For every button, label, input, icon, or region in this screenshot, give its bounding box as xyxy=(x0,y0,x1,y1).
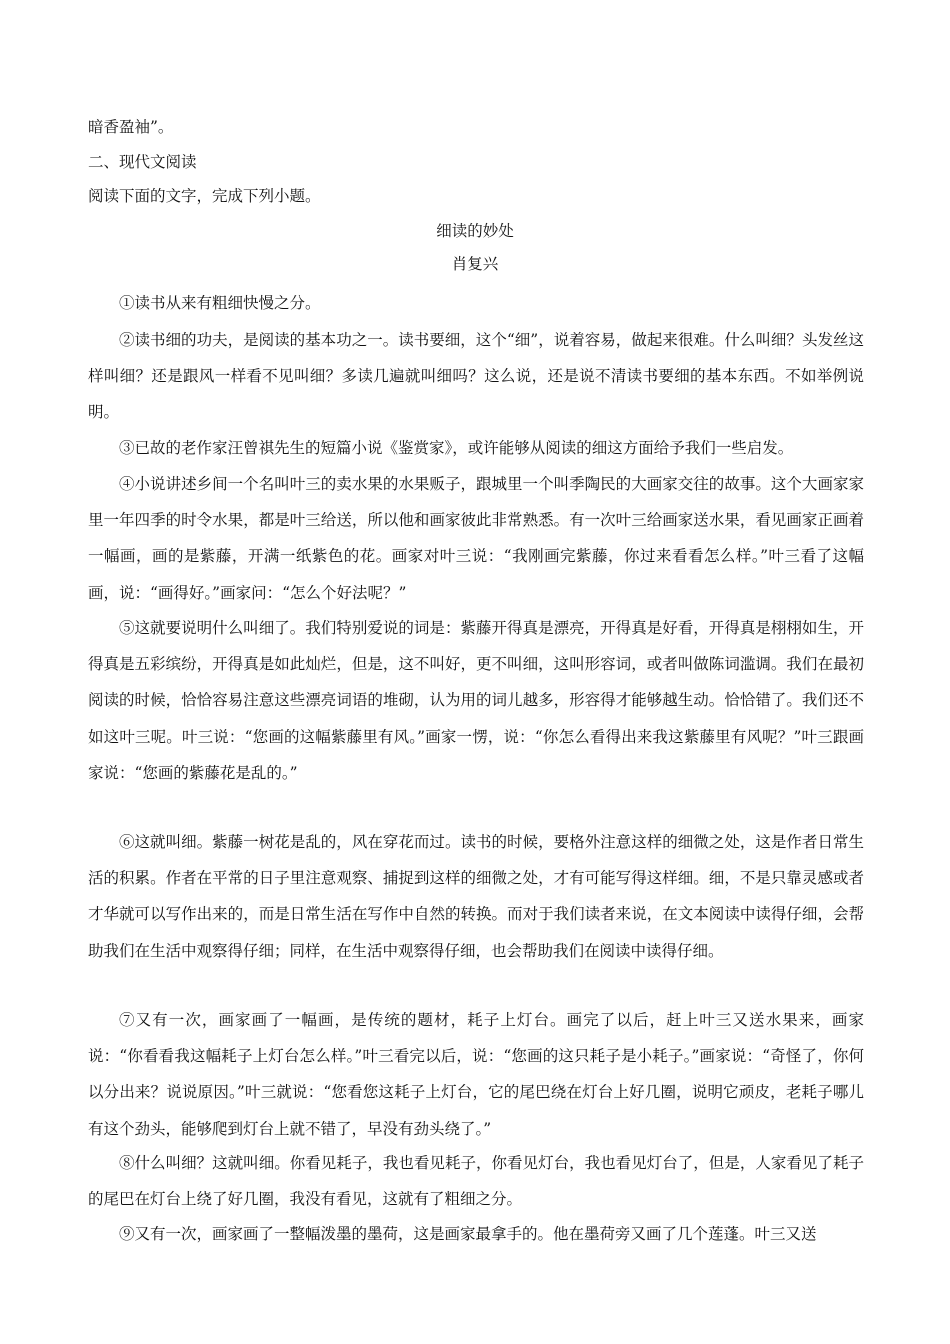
previous-text-tail: 暗香盈袖”。 xyxy=(88,118,174,136)
paragraph-2: ②读书细的功夫，是阅读的基本功之一。读书要细，这个“细”，说着容易，做起来很难。什么叫细？头发丝这样叫细？还是跟风一样看不见叫细？多读几遍就叫细吗？这么说，还是说不清读书要细的基本东西。不如举例说明。 xyxy=(88,331,864,422)
paragraph-5: ⑤这就要说明什么叫细了。我们特别爱说的词是：紫藤开得真是漂亮，开得真是好看，开得真是栩栩如生，开得真是五彩缤纷，开得真是如此灿烂，但是，这不叫好，更不叫细，这叫形容词，或者叫做陈词滥调。我们在最初阅读的时候，恰恰容易注意这些漂亮词语的堆砌，认为用的词儿越多，形容得才能够越生动。恰恰错了。我们还不如这叶三呢。叶三说：“您画的这幅紫藤里有风。”画家一愣，说：“你怎么看得出来我这紫藤里有风呢？”叶三跟画家说：“您画的紫藤花是乱的。” xyxy=(88,619,864,782)
section-heading: 二、现代文阅读 xyxy=(88,153,197,171)
paragraph-8: ⑧什么叫细？这就叫细。你看见耗子，我也看见耗子，你看见灯台，我也看见灯台了，但是，人家看见了耗子的尾巴在灯台上绕了好几圈，我没有看见，这就有了粗细之分。 xyxy=(88,1154,864,1209)
paragraph-7: ⑦又有一次，画家画了一幅画，是传统的题材，耗子上灯台。画完了以后，赶上叶三又送水果来，画家说：“你看看我这幅耗子上灯台怎么样。”叶三看完以后，说：“您画的这只耗子是小耗子。”画家说：“奇怪了，你何以分出来？说说原因。”叶三就说：“您看您这耗子上灯台，它的尾巴绕在灯台上好几圈，说明它顽皮，老耗子哪儿有这个劲头，能够爬到灯台上就不错了，早没有劲头绕了。” xyxy=(88,1011,864,1138)
paragraph-3: ③已故的老作家汪曾祺先生的短篇小说《鉴赏家》，或许能够从阅读的细这方面给予我们一些启发。 xyxy=(119,439,794,457)
paragraph-6: ⑥这就叫细。紫藤一树花是乱的，风在穿花而过。读书的时候，要格外注意这样的细微之处，这是作者日常生活的积累。作者在平常的日子里注意观察、捕捉到这样的细微之处，才有可能写得这样细。细，不是只靠灵感或者才华就可以写作出来的，而是日常生活在写作中自然的转换。而对于我们读者来说，在文本阅读中读得仔细，会帮助我们在生活中观察得仔细；同样，在生活中观察得仔细，也会帮助我们在阅读中读得仔细。 xyxy=(88,833,864,960)
paragraph-4: ④小说讲述乡间一个名叫叶三的卖水果的水果贩子，跟城里一个叫季陶民的大画家交往的故事。这个大画家家里一年四季的时令水果，都是叶三给送，所以他和画家彼此非常熟悉。有一次叶三给画家送水果，看见画家正画着一幅画，画的是紫藤，开满一纸紫色的花。画家对叶三说：“我刚画完紫藤，你过来看看怎么样。”叶三看了这幅画，说：“画得好。”画家问：“怎么个好法呢？” xyxy=(88,475,864,602)
article-author: 肖复兴 xyxy=(451,255,499,273)
article-title: 细读的妙处 xyxy=(436,222,514,240)
paragraph-1: ①读书从来有粗细快慢之分。 xyxy=(119,294,321,312)
paragraph-9: ⑨又有一次，画家画了一整幅泼墨的墨荷，这是画家最拿手的。他在墨荷旁又画了几个莲蓬。叶三又送 xyxy=(119,1225,817,1243)
instruction-text: 阅读下面的文字，完成下列小题。 xyxy=(88,187,321,205)
